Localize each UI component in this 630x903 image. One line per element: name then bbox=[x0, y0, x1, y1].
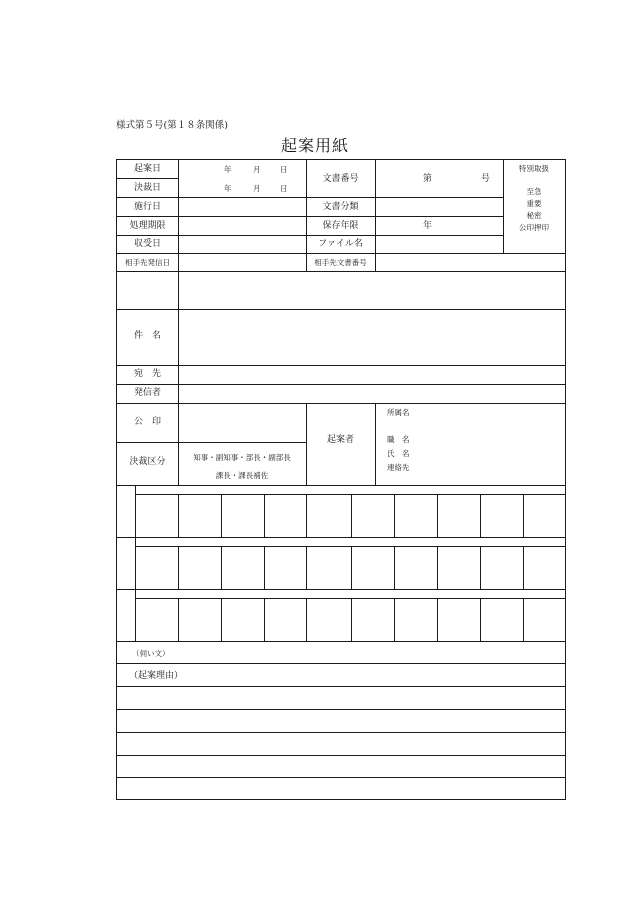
kian-year-mark: 年 bbox=[224, 165, 232, 174]
grid-line bbox=[264, 546, 265, 589]
grid-line bbox=[375, 403, 376, 485]
grid-line bbox=[117, 589, 565, 590]
grid-line bbox=[117, 709, 565, 710]
kessai-day-mark: 日 bbox=[280, 184, 288, 193]
grid-line bbox=[117, 197, 503, 198]
grid-line bbox=[375, 160, 376, 271]
grid-line bbox=[480, 494, 481, 537]
kiansha-label: 起案者 bbox=[326, 435, 354, 445]
aite-bunsho-bango-label: 相手先文書番号 bbox=[314, 258, 367, 267]
grid-line bbox=[480, 598, 481, 641]
shori-kigen-label: 処理期限 bbox=[129, 221, 166, 231]
kessai-kubun-label: 決裁区分 bbox=[129, 457, 166, 467]
renraku-field-label: 連絡先 bbox=[387, 463, 410, 472]
grid-line bbox=[135, 546, 565, 547]
grid-line bbox=[221, 598, 222, 641]
grid-line bbox=[117, 271, 565, 272]
kian-riyu-label: （起案理由） bbox=[129, 671, 184, 681]
special-option-important: 重要 bbox=[526, 199, 542, 208]
kessai-options-line1: 知事・副知事・部長・副部長 bbox=[193, 453, 291, 462]
grid-line bbox=[117, 365, 565, 366]
grid-line bbox=[117, 253, 565, 254]
grid-line bbox=[306, 546, 307, 589]
shozoku-field-label: 所属名 bbox=[387, 408, 410, 417]
grid-line bbox=[306, 598, 307, 641]
page-title: 起案用紙 bbox=[280, 136, 349, 155]
bunsho-bango-label: 文書番号 bbox=[322, 174, 359, 184]
grid-line bbox=[117, 537, 565, 538]
special-option-urgent: 至急 bbox=[526, 187, 542, 196]
kenmei-label: 件 名 bbox=[133, 331, 161, 341]
shiko-date-label: 施行日 bbox=[133, 202, 161, 212]
grid-line bbox=[135, 598, 565, 599]
special-option-seal: 公印押印 bbox=[519, 223, 549, 232]
grid-line bbox=[523, 598, 524, 641]
grid-line bbox=[117, 309, 565, 310]
grid-line bbox=[437, 494, 438, 537]
grid-line bbox=[117, 686, 565, 687]
hozon-year-mark: 年 bbox=[423, 221, 433, 231]
ukagai-label: （伺い文） bbox=[132, 649, 170, 658]
grid-line bbox=[394, 546, 395, 589]
grid-line bbox=[117, 485, 565, 486]
approval-form bbox=[116, 159, 566, 800]
file-mei-label: ファイル名 bbox=[318, 239, 363, 249]
grid-line bbox=[221, 546, 222, 589]
grid-line bbox=[264, 598, 265, 641]
grid-line bbox=[394, 598, 395, 641]
bunsho-bunrui-label: 文書分類 bbox=[322, 202, 359, 212]
special-option-secret: 秘密 bbox=[526, 211, 542, 220]
jushin-date-label: 収受日 bbox=[133, 239, 161, 249]
grid-line bbox=[117, 235, 503, 236]
shimei-field-label: 氏 名 bbox=[387, 449, 410, 458]
kessai-date-label: 決裁日 bbox=[133, 183, 161, 193]
grid-line bbox=[117, 216, 503, 217]
grid-line bbox=[178, 494, 179, 537]
grid-line bbox=[117, 384, 565, 385]
atesaki-label: 宛 先 bbox=[133, 369, 161, 379]
form-number-label: 様式第５号(第１８条関係) bbox=[116, 120, 228, 131]
grid-line bbox=[264, 494, 265, 537]
grid-line bbox=[351, 494, 352, 537]
number-suffix: 号 bbox=[481, 174, 491, 184]
grid-line bbox=[135, 485, 136, 641]
grid-line bbox=[394, 494, 395, 537]
grid-line bbox=[117, 641, 565, 642]
grid-line bbox=[117, 663, 565, 664]
grid-line bbox=[117, 755, 565, 756]
kian-day-mark: 日 bbox=[280, 165, 288, 174]
aite-hasshin-date-label: 相手先発信日 bbox=[125, 258, 170, 267]
hasshinsha-label: 発信者 bbox=[133, 388, 161, 398]
kian-date-label: 起案日 bbox=[133, 164, 161, 174]
special-handling-heading: 特別取扱 bbox=[519, 164, 549, 173]
grid-line bbox=[306, 494, 307, 537]
grid-line bbox=[523, 546, 524, 589]
grid-line bbox=[117, 777, 565, 778]
grid-line bbox=[117, 732, 565, 733]
grid-line bbox=[178, 546, 179, 589]
grid-line bbox=[437, 546, 438, 589]
grid-line bbox=[117, 442, 306, 443]
grid-line bbox=[178, 160, 179, 485]
grid-line bbox=[135, 494, 565, 495]
grid-line bbox=[178, 598, 179, 641]
grid-line bbox=[351, 546, 352, 589]
kessai-month-mark: 月 bbox=[253, 184, 261, 193]
shoku-field-label: 職 名 bbox=[387, 435, 410, 444]
hozon-nengen-label: 保存年限 bbox=[322, 221, 359, 231]
grid-line bbox=[117, 403, 565, 404]
kessai-options-line2: 課長・課長補佐 bbox=[215, 471, 269, 480]
grid-line bbox=[437, 598, 438, 641]
grid-line bbox=[351, 598, 352, 641]
koin-label: 公 印 bbox=[133, 417, 161, 427]
grid-line bbox=[221, 494, 222, 537]
number-prefix: 第 bbox=[423, 174, 433, 184]
kessai-year-mark: 年 bbox=[224, 184, 232, 193]
grid-line bbox=[480, 546, 481, 589]
kian-month-mark: 月 bbox=[253, 165, 261, 174]
grid-line bbox=[117, 178, 178, 179]
grid-line bbox=[523, 494, 524, 537]
